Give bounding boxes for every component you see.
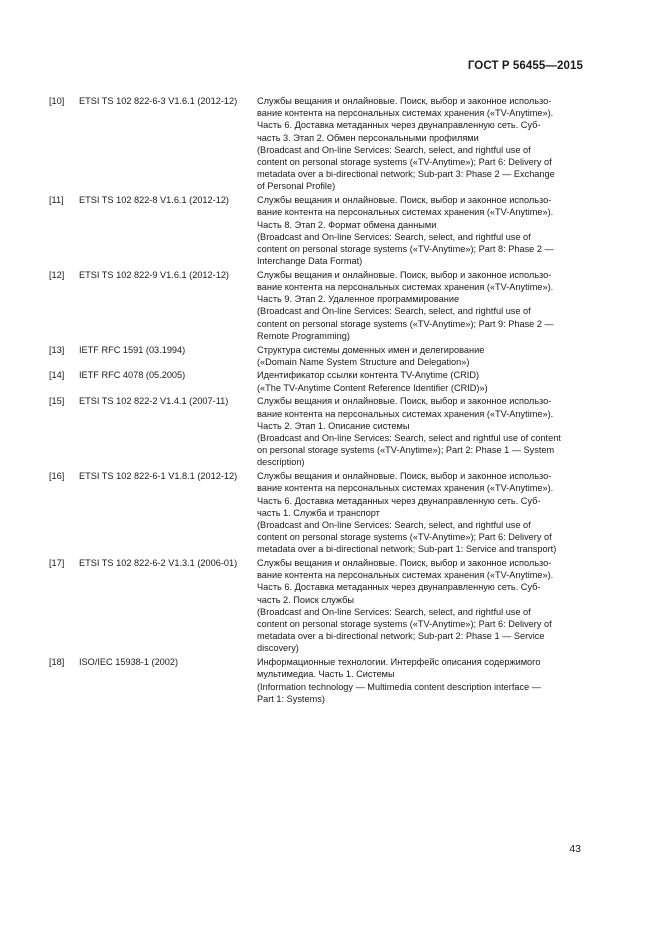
reference-description-line: Часть 6. Доставка метаданных через двунаправленную сеть. Суб- [257,120,541,131]
reference-item [49,470,584,555]
reference-description-line: Службы вещания и онлайновые. Поиск, выбор и законное использо- [257,195,552,206]
reference-description-line: («The TV-Anytime Content Reference Identifier (CRID)») [257,382,488,393]
reference-code: ETSI TS 102 822-9 V1.6.1 (2012-12) [79,269,229,280]
reference-code: ETSI TS 102 822-8 V1.6.1 (2012-12) [79,195,229,206]
reference-description-line: discovery) [257,643,299,654]
reference-description-line: Часть 8. Этап 2. Формат обмена данными [257,219,437,230]
reference-description-line: Часть 6. Доставка метаданных через двунаправленную сеть. Суб- [257,582,541,593]
reference-number: [10] [49,96,65,106]
reference-description-line: of Personal Profile) [257,181,336,192]
reference-item [49,95,584,193]
reference-description-line: description) [257,457,305,468]
reference-description-line: (Broadcast and On-line Services: Search, select, and rightful use of [257,306,531,317]
reference-description-line: вание контента на персональных системах хранения («TV-Anytime»). [257,483,554,494]
reference-code: ETSI TS 102 822-6-2 V1.3.1 (2006-01) [79,558,238,569]
reference-description-line: metadata over a bi-directional network; Sub-part 3: Phase 2 — Exchange [257,169,555,180]
page-number: 43 [569,843,581,855]
reference-description-line: (Broadcast and On-line Services: Search, select, and rightful use of [257,519,531,530]
reference-description-line: (Broadcast and On-line Services: Search, select, and rightful use of [257,144,531,155]
reference-description-line: Часть 2. Этап 1. Описание системы [257,420,410,431]
reference-description-line: Службы вещания и онлайновые. Поиск, выбор и законное использо- [257,269,552,280]
reference-description-line: metadata over a bi-directional network; Sub-part 2: Phase 1 — Service [257,631,545,642]
reference-number: [12] [49,269,65,280]
reference-description-line: Part 1: Systems) [257,693,325,704]
reference-description-line: (Broadcast and On-line Services: Search, select, and rightful use of [257,231,531,242]
reference-description-line: Часть 9. Этап 2. Удаленное программирование [257,294,460,305]
reference-item [49,269,584,342]
reference-description-line: Структура системы доменных имен и делегирование [257,344,485,355]
reference-number: [13] [49,344,65,355]
reference-description [257,395,584,468]
reference-description-line: часть 2. Поиск службы [257,594,355,605]
reference-description-line: Службы вещания и онлайновые. Поиск, выбор и законное использо- [257,558,552,569]
reference-description-line: вание контента на персональных системах хранения («TV-Anytime»). [257,108,554,119]
reference-code: ETSI TS 102 822-6-1 V1.8.1 (2012-12) [79,471,238,482]
reference-description-line: вание контента на персональных системах хранения («TV-Anytime»). [257,570,554,581]
reference-description-line: Remote Programming) [257,330,350,341]
reference-item [49,656,584,705]
reference-description [257,470,584,555]
reference-description [257,194,584,267]
reference-description-line: Информационные технологии. Интерфейс описания содержимого [257,657,541,668]
reference-description-line: Interchange Data Format) [257,256,363,267]
reference-number: [16] [49,471,65,482]
reference-code: ETSI TS 102 822-2 V1.4.1 (2007-11) [79,396,229,407]
reference-description-line: Часть 6. Доставка метаданных через двунаправленную сеть. Суб- [257,495,541,506]
reference-description-line: Службы вещания и онлайновые. Поиск, выбор и законное использо- [257,471,552,482]
reference-description-line: часть 3. Этап 2. Обмен персональными профилями [257,132,479,143]
reference-description-line: вание контента на персональных системах хранения («TV-Anytime»). [257,282,554,293]
reference-description-line: content on personal storage systems («TV-Anytime»); Part 6: Delivery of [257,532,552,543]
reference-description [257,95,584,193]
reference-description-line: Идентификатор ссылки контента TV-Anytime (CRID) [257,370,480,381]
reference-description [257,269,584,342]
reference-description-line: (Information technology — Multimedia content description interface — [257,681,541,692]
reference-description-line: («Domain Name System Structure and Delegation») [257,356,470,367]
reference-description [257,344,584,368]
reference-description-line: Службы вещания и онлайновые. Поиск, выбор и законное использо- [257,96,552,106]
reference-item [49,344,584,368]
reference-code: IETF RFC 4078 (05.2005) [79,370,186,381]
reference-description-line: content on personal storage systems («TV-Anytime»); Part 8: Phase 2 — [257,243,554,254]
reference-description-line: on personal storage systems («TV-Anytime»); Part 2: Phase 1 — System [257,445,555,456]
reference-number: [14] [49,370,65,381]
reference-number: [11] [49,195,64,206]
reference-number: [18] [49,657,65,668]
reference-list [49,95,584,706]
reference-description-line: (Broadcast and On-line Services: Search, select and rightful use of content [257,432,561,443]
reference-description-line: content on personal storage systems («TV-Anytime»); Part 6: Delivery of [257,619,552,630]
reference-description-line: вание контента на персональных системах хранения («TV-Anytime»). [257,408,554,419]
reference-description-line: Службы вещания и онлайновые. Поиск, выбор и законное использо- [257,396,552,407]
reference-description [257,557,584,655]
reference-description-line: metadata over a bi-directional network; Sub-part 1: Service and transport) [257,544,557,555]
reference-description-line: мультимедиа. Часть 1. Системы [257,669,395,680]
reference-number: [15] [49,396,65,407]
reference-item [49,194,584,267]
document-header: ГОСТ Р 56455—2015 [467,60,583,72]
reference-description-line: вание контента на персональных системах хранения («TV-Anytime»). [257,207,554,218]
reference-description-line: content on personal storage systems («TV-Anytime»); Part 6: Delivery of [257,157,552,168]
reference-description-line: content on personal storage systems («TV-Anytime»); Part 9: Phase 2 — [257,318,554,329]
reference-description [257,369,584,393]
reference-item [49,395,584,468]
reference-description-line: часть 1. Служба и транспорт [257,507,380,518]
reference-code: ETSI TS 102 822-6-3 V1.6.1 (2012-12) [79,96,238,106]
reference-description-line: (Broadcast and On-line Services: Search, select, and rightful use of [257,606,531,617]
reference-item [49,369,584,393]
reference-number: [17] [49,558,65,569]
reference-item [49,557,584,655]
reference-code: IETF RFC 1591 (03.1994) [79,344,186,355]
reference-description [257,656,584,705]
reference-code: ISO/IEC 15938-1 (2002) [79,657,179,668]
